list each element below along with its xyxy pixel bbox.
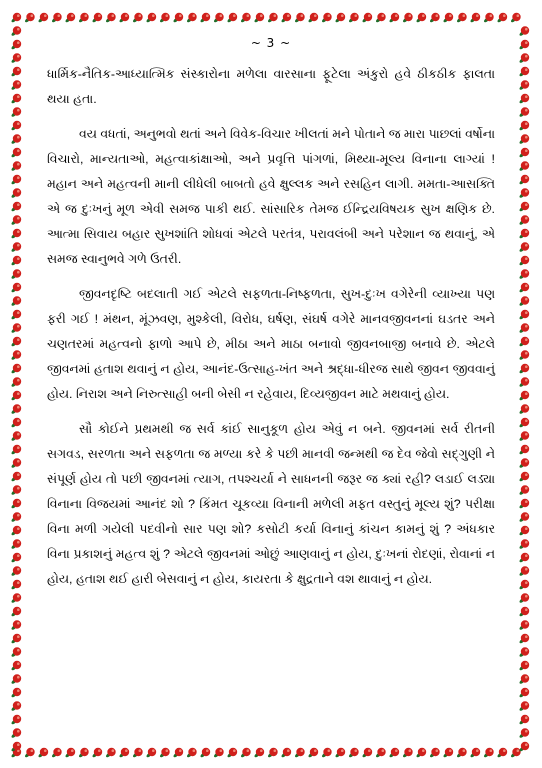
red-flower-icon	[11, 188, 22, 198]
red-flower-icon	[11, 391, 22, 401]
red-flower-icon	[519, 310, 530, 320]
red-flower-icon	[519, 269, 530, 279]
red-flower-icon	[254, 13, 265, 23]
red-flower-icon	[519, 661, 530, 671]
red-flower-icon	[38, 13, 49, 23]
red-flower-icon	[519, 256, 530, 266]
red-flower-icon	[11, 215, 22, 225]
red-flower-icon	[294, 748, 305, 758]
red-flower-icon	[519, 431, 530, 441]
red-flower-icon	[11, 53, 22, 63]
red-flower-icon	[519, 377, 530, 387]
red-flower-icon	[11, 661, 22, 671]
red-flower-icon	[519, 242, 530, 252]
red-flower-icon	[510, 748, 521, 758]
red-flower-icon	[416, 748, 427, 758]
red-flower-icon	[519, 607, 530, 617]
red-flower-icon	[11, 620, 22, 630]
red-flower-icon	[519, 634, 530, 644]
red-flower-icon	[429, 13, 440, 23]
red-flower-icon	[119, 13, 130, 23]
paragraph-2: વય વધતાં, અનુભવો થતાં અને વિવેક-વિચાર ખીલતાં મને પોતાને જ મારા પાછલાં વર્ષોના વિચારો, માન્યતાઓ, મહત્વાકાંક્ષાઓ, અને પ્રવૃત્તિ પાંગળાં, મિથ્યા-મૂલ્ય વિનાના લાગ્યાં ! મહાન અને મહત્વની માની લીધેલી બાબતો હવે ક્ષુલ્લક અને રસહિન લાગી. મમતા-આસક્તિ એ જ દુઃખનું મૂળ એવી સમજ પાકી થઈ. સાંસારિક તેમજ ઈન્દ્રિયવિષયક સુખ ક્ષણિક છે. આત્મા સિવાય બહાર સુખશાંતિ શોધવાં એટલે પરતંત્ર, પરાવલંબી અને પરેશાન જ થવાનું, એ સમજ સ્વાનુભવે ગળે ઉતરી.	[47, 127, 495, 266]
red-flower-icon	[483, 13, 494, 23]
red-flower-icon	[227, 13, 238, 23]
red-flower-icon	[11, 161, 22, 171]
red-flower-icon	[78, 748, 89, 758]
red-flower-icon	[11, 688, 22, 698]
red-flower-icon	[281, 13, 292, 23]
red-flower-icon	[11, 107, 22, 117]
red-flower-icon	[186, 748, 197, 758]
red-flower-icon	[254, 748, 265, 758]
red-flower-icon	[11, 269, 22, 279]
red-flower-icon	[456, 748, 467, 758]
red-flower-icon	[65, 13, 76, 23]
red-flower-icon	[519, 499, 530, 509]
red-flower-icon	[519, 188, 530, 198]
red-flower-icon	[159, 748, 170, 758]
red-flower-icon	[11, 256, 22, 266]
paragraph-3: જીવનદૃષ્ટિ બદલાતી ગઈ એટલે સફળતા-નિષ્ફળતા, સુખ-દુઃખ વગેરેની વ્યાખ્યા પણ ફરી ગઈ ! મંથન, મૂંઝવણ, મુશ્કેલી, વિરોધ, ઘર્ષણ, સંઘર્ષ વગેરે માનવજીવનનાં ઘડતર અને ચણતરમાં મહત્વનો ફાળો આપે છે, મીઠા અને માઠા બનાવો જીવનબાજી બનાવે છે. એટલે જીવનમાં હતાશ થવાનું ન હોય, આનંદ-ઉત્સાહ-ખંત અને શ્રદ્ધા-ધીરજ સાથે જીવન જીવવાનું હોય. નિરાશ અને નિરુત્સાહી બની બેસી ન રહેવાય, દિવ્યજીવન માટે મથવાનું હોય.	[47, 287, 495, 401]
red-flower-icon	[519, 391, 530, 401]
red-flower-icon	[519, 202, 530, 212]
red-flower-icon	[519, 350, 530, 360]
red-flower-icon	[308, 13, 319, 23]
red-flower-icon	[11, 323, 22, 333]
red-flower-icon	[38, 748, 49, 758]
red-flower-icon	[11, 67, 22, 77]
red-flower-icon	[519, 539, 530, 549]
red-flower-icon	[200, 748, 211, 758]
red-flower-icon	[11, 13, 22, 23]
red-flower-icon	[11, 364, 22, 374]
red-flower-icon	[24, 13, 35, 23]
red-flower-icon	[335, 748, 346, 758]
red-flower-icon	[375, 13, 386, 23]
red-flower-icon	[519, 742, 530, 752]
red-flower-icon	[519, 134, 530, 144]
red-flower-icon	[11, 134, 22, 144]
red-flower-icon	[519, 674, 530, 684]
red-flower-icon	[11, 674, 22, 684]
red-flower-icon	[519, 472, 530, 482]
red-flower-icon	[519, 80, 530, 90]
red-flower-icon	[11, 148, 22, 158]
red-flower-icon	[470, 13, 481, 23]
red-flower-icon	[11, 350, 22, 360]
red-flower-icon	[362, 13, 373, 23]
red-flower-icon	[519, 283, 530, 293]
red-flower-icon	[11, 404, 22, 414]
red-flower-icon	[173, 13, 184, 23]
red-flower-icon	[519, 67, 530, 77]
red-flower-icon	[105, 13, 116, 23]
red-flower-icon	[173, 748, 184, 758]
red-flower-icon	[11, 553, 22, 563]
red-flower-icon	[65, 748, 76, 758]
red-flower-icon	[11, 526, 22, 536]
red-flower-icon	[146, 13, 157, 23]
red-flower-icon	[11, 499, 22, 509]
red-flower-icon	[11, 512, 22, 522]
red-flower-icon	[519, 323, 530, 333]
red-flower-icon	[519, 701, 530, 711]
red-flower-icon	[92, 13, 103, 23]
red-flower-icon	[321, 13, 332, 23]
red-flower-icon	[213, 748, 224, 758]
red-flower-icon	[375, 748, 386, 758]
red-flower-icon	[416, 13, 427, 23]
red-flower-icon	[519, 53, 530, 63]
red-flower-icon	[519, 580, 530, 590]
red-flower-icon	[267, 13, 278, 23]
red-flower-icon	[11, 229, 22, 239]
red-flower-icon	[483, 748, 494, 758]
red-flower-icon	[146, 748, 157, 758]
red-flower-icon	[200, 13, 211, 23]
red-flower-icon	[519, 296, 530, 306]
red-flower-icon	[11, 445, 22, 455]
red-flower-icon	[519, 728, 530, 738]
red-flower-icon	[11, 647, 22, 657]
red-flower-icon	[519, 229, 530, 239]
red-flower-icon	[402, 13, 413, 23]
red-flower-icon	[294, 13, 305, 23]
red-flower-icon	[519, 404, 530, 414]
red-flower-icon	[78, 13, 89, 23]
red-flower-icon	[11, 701, 22, 711]
red-flower-icon	[519, 620, 530, 630]
red-flower-icon	[519, 337, 530, 347]
red-flower-icon	[389, 13, 400, 23]
red-flower-icon	[519, 566, 530, 576]
red-flower-icon	[519, 121, 530, 131]
red-flower-icon	[11, 485, 22, 495]
red-flower-icon	[11, 715, 22, 725]
red-flower-icon	[240, 13, 251, 23]
red-flower-icon	[119, 748, 130, 758]
red-flower-icon	[92, 748, 103, 758]
red-flower-icon	[510, 13, 521, 23]
red-flower-icon	[11, 634, 22, 644]
red-flower-icon	[186, 13, 197, 23]
red-flower-icon	[51, 13, 62, 23]
red-flower-icon	[267, 748, 278, 758]
body-text	[47, 62, 495, 602]
red-flower-icon	[348, 748, 359, 758]
red-flower-icon	[519, 107, 530, 117]
red-flower-icon	[519, 647, 530, 657]
red-flower-icon	[281, 748, 292, 758]
red-flower-icon	[519, 688, 530, 698]
red-flower-icon	[456, 13, 467, 23]
red-flower-icon	[11, 472, 22, 482]
red-flower-icon	[362, 748, 373, 758]
red-flower-icon	[11, 607, 22, 617]
red-flower-icon	[132, 748, 143, 758]
red-flower-icon	[519, 445, 530, 455]
red-flower-icon	[11, 728, 22, 738]
red-flower-icon	[519, 418, 530, 428]
red-flower-icon	[24, 748, 35, 758]
red-flower-icon	[519, 715, 530, 725]
red-flower-icon	[519, 94, 530, 104]
red-flower-icon	[11, 242, 22, 252]
red-flower-icon	[11, 121, 22, 131]
red-flower-icon	[11, 377, 22, 387]
red-flower-icon	[308, 748, 319, 758]
red-flower-icon	[402, 748, 413, 758]
red-flower-icon	[519, 485, 530, 495]
red-flower-icon	[470, 748, 481, 758]
red-flower-icon	[11, 418, 22, 428]
red-flower-icon	[132, 13, 143, 23]
red-flower-icon	[213, 13, 224, 23]
red-flower-icon	[11, 94, 22, 104]
red-flower-icon	[519, 512, 530, 522]
red-flower-icon	[11, 458, 22, 468]
red-flower-icon	[11, 431, 22, 441]
red-flower-icon	[11, 283, 22, 293]
red-flower-icon	[11, 593, 22, 603]
red-flower-icon	[105, 748, 116, 758]
red-flower-icon	[11, 539, 22, 549]
red-flower-icon	[519, 161, 530, 171]
red-flower-icon	[519, 215, 530, 225]
red-flower-icon	[11, 202, 22, 212]
red-flower-icon	[11, 296, 22, 306]
red-flower-icon	[429, 748, 440, 758]
red-flower-icon	[497, 13, 508, 23]
red-flower-icon	[11, 580, 22, 590]
red-flower-icon	[519, 175, 530, 185]
red-flower-icon	[11, 566, 22, 576]
red-flower-icon	[335, 13, 346, 23]
paragraph-4: સૌ કોઈને પ્રથમથી જ સર્વ કાંઈ સાનુકૂળ હોય એવું ન બને. જીવનમાં સર્વ રીતની સગવડ, સરળતા અને સફળતા જ મળ્યા કરે કે પછી માનવી જન્મથી જ દેવ જેવો સદ્ગુણી ને સંપૂર્ણ હોય તો પછી જીવનમાં ત્યાગ, તપશ્ચર્યા ને સાધનની જરૂર જ ક્યાં રહી? લડાઈ લડ્યા વિનાના વિજયમાં આનંદ શો ? કિંમત ચૂકવ્યા વિનાની મળેલી મફત વસ્તુનું મૂલ્ય શું? પરીક્ષા વિના મળી ગયેલી પદવીનો સાર પણ શો? કસોટી કર્યા વિનાનું કાંચન કામનું શું ? અંધકાર વિના પ્રકાશનું મહત્વ શું ? એટલે જીવનમાં ઓછું આણવાનું ન હોય, દુઃખનાં રોદણાં, રોવાનાં ન હોય, હતાશ થઈ હારી બેસવાનું ન હોય, કાયરતા કે ક્ષુદ્રતાને વશ થાવાનું ન હોય.	[47, 422, 495, 586]
red-flower-icon	[519, 364, 530, 374]
red-flower-icon	[519, 526, 530, 536]
red-flower-icon	[11, 80, 22, 90]
red-flower-icon	[519, 148, 530, 158]
red-flower-icon	[321, 748, 332, 758]
red-flower-icon	[497, 748, 508, 758]
page-number: ~ 3 ~	[250, 36, 292, 50]
red-flower-icon	[519, 553, 530, 563]
red-flower-icon	[11, 175, 22, 185]
red-flower-icon	[348, 13, 359, 23]
red-flower-icon	[159, 13, 170, 23]
red-flower-icon	[443, 13, 454, 23]
paragraph-1: ધાર્મિક-નૈતિક-આધ્યાત્મિક સંસ્કારોના મળેલા વારસાના ફૂટેલા અંકુરો હવે ઠીકઠીક ફાલતા થયા હતા.	[47, 67, 495, 106]
red-flower-icon	[11, 337, 22, 347]
red-flower-icon	[519, 458, 530, 468]
red-flower-icon	[519, 593, 530, 603]
red-flower-icon	[443, 748, 454, 758]
red-flower-icon	[51, 748, 62, 758]
red-flower-icon	[389, 748, 400, 758]
red-flower-icon	[227, 748, 238, 758]
red-flower-icon	[11, 310, 22, 320]
red-flower-icon	[240, 748, 251, 758]
